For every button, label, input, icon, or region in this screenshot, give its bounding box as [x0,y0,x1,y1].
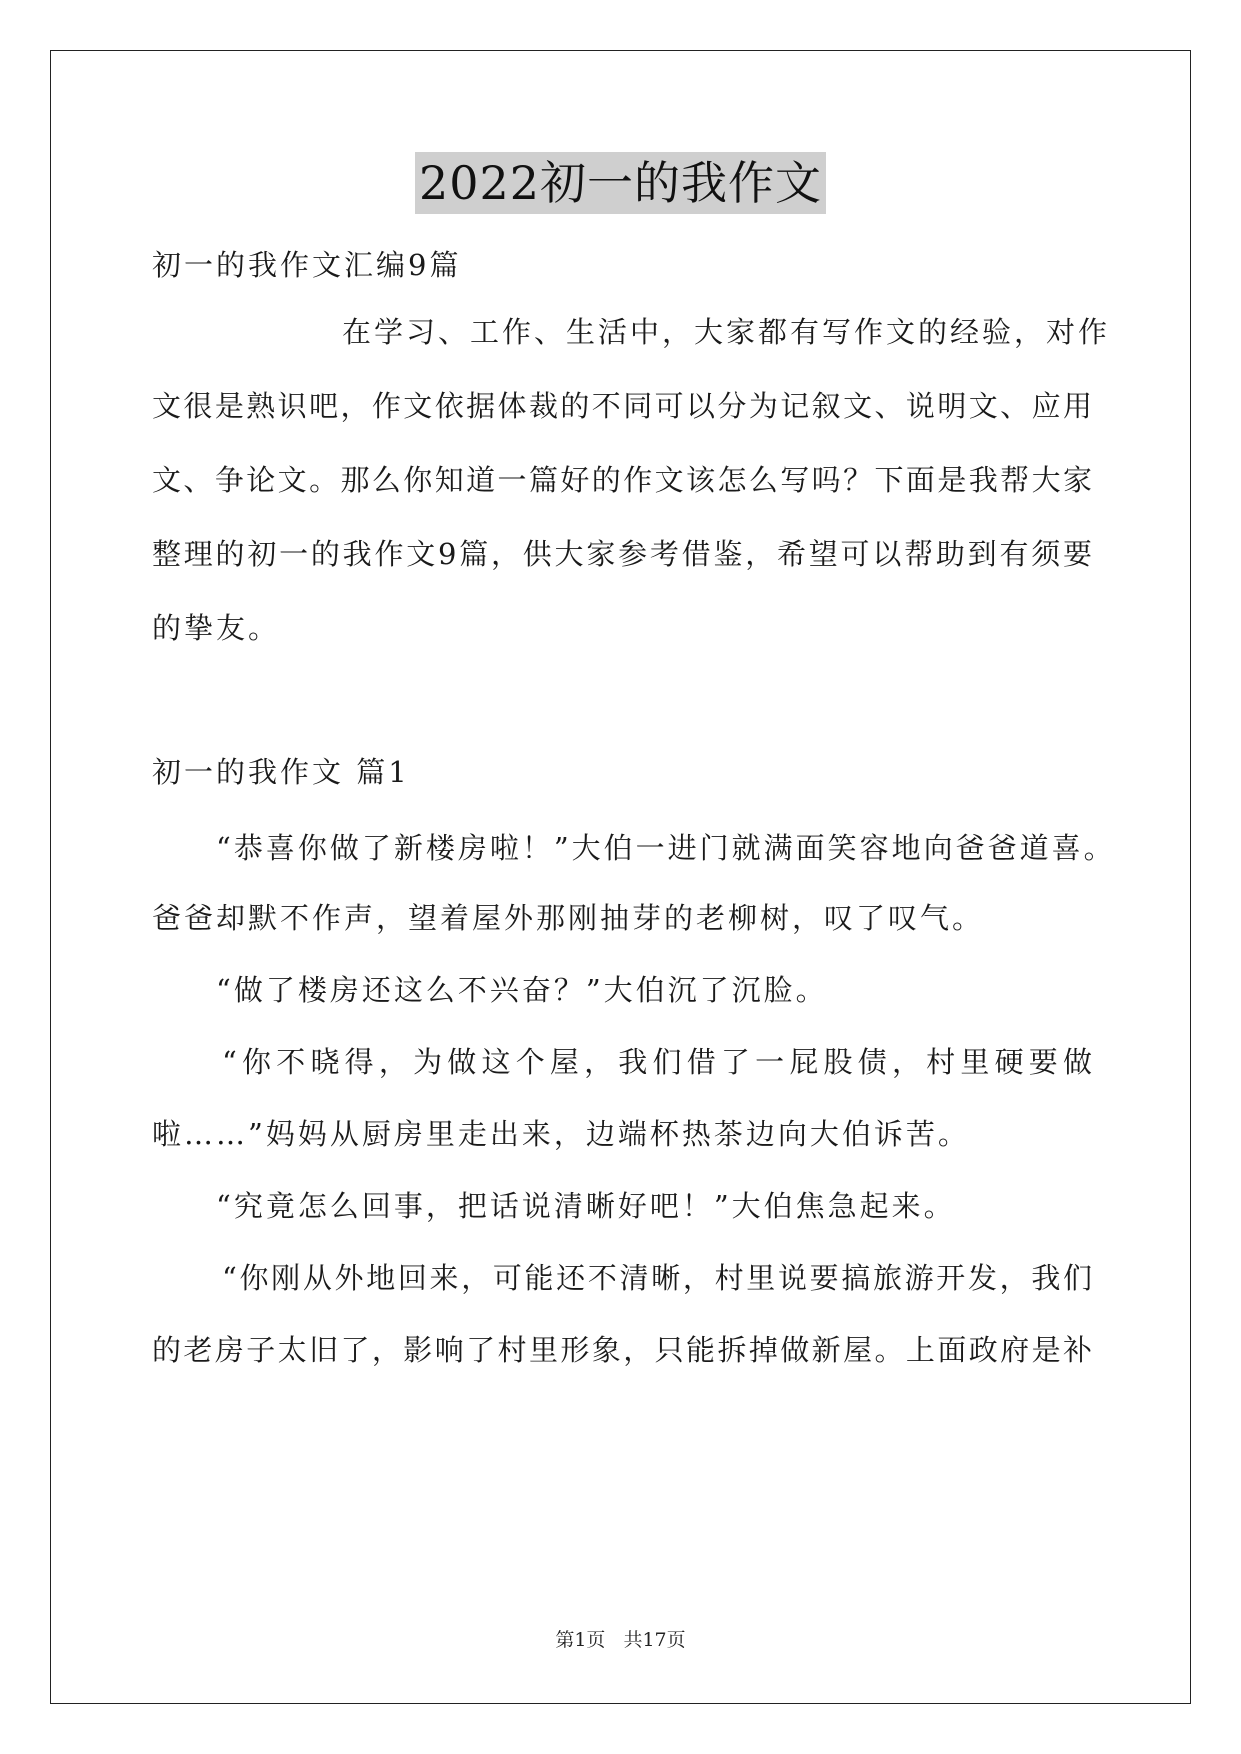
paragraph-line: “恭喜你做了新楼房啦！”大伯一进门就满面笑容地向爸爸道喜。 [216,831,1116,865]
intro-line-5: 的挚友。 [152,611,281,645]
page-total: 共17页 [623,1629,686,1651]
page-footer [0,1625,1241,1652]
paragraph-line: “你刚从外地回来，可能还不清晰，村里说要搞旅游开发，我们 [222,1261,1092,1295]
page-number: 第1页 [555,1629,606,1651]
paragraph-line: “究竟怎么回事，把话说清晰好吧！”大伯焦急起来。 [216,1189,956,1223]
page-border [50,50,1191,1704]
intro-line-1: 在学习、工作、生活中，大家都有写作文的经验，对作 [342,315,1111,349]
intro-line-4: 整理的初一的我作文9篇，供大家参考借鉴，希望可以帮助到有须要 [152,537,1092,571]
subtitle: 初一的我作文汇编9篇 [152,248,462,282]
paragraph-line: 啦……”妈妈从厨房里走出来，边端杯热茶边向大伯诉苦。 [152,1117,970,1151]
intro-line-2: 文很是熟识吧，作文依据体裁的不同可以分为记叙文、说明文、应用 [152,389,1092,423]
section-heading: 初一的我作文 篇1 [152,755,410,789]
paragraph-line: “做了楼房还这么不兴奋？”大伯沉了沉脸。 [216,973,828,1007]
paragraph-line: 爸爸却默不作声，望着屋外那刚抽芽的老柳树，叹了叹气。 [152,901,985,935]
title-container [0,152,1241,214]
document-title: 2022初一的我作文 [415,152,826,214]
intro-line-3: 文、争论文。那么你知道一篇好的作文该怎么写吗？下面是我帮大家 [152,463,1092,497]
paragraph-line: “你不晓得，为做这个屋，我们借了一屁股债，村里硬要做 [222,1045,1092,1079]
paragraph-line: 的老房子太旧了，影响了村里形象，只能拆掉做新屋。上面政府是补 [152,1333,1092,1367]
